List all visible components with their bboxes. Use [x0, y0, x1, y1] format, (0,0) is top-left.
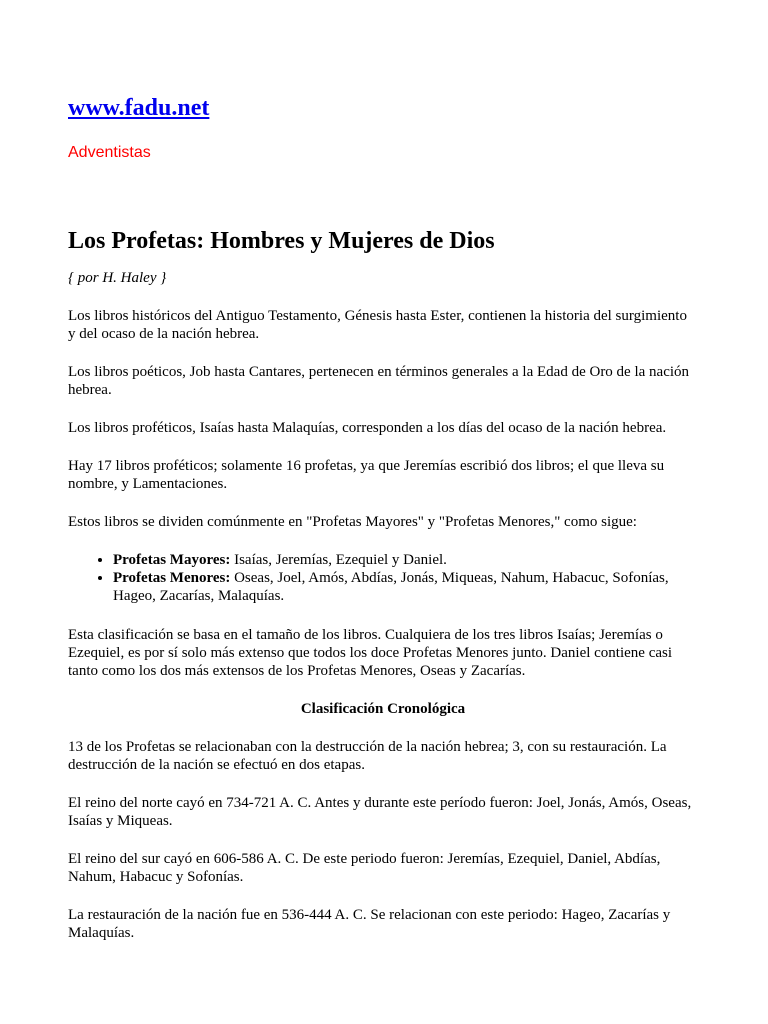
site-link[interactable]: www.fadu.net: [68, 95, 210, 121]
paragraph-profeticos: Los libros proféticos, Isaías hasta Malaquías, corresponden a los días del ocaso de la nación hebrea.: [68, 420, 667, 436]
paragraph-restauracion: La restauración de la nación fue en 536-444 A. C. Se relacionan con este periodo: Hageo, Zacarías y Malaquías.: [68, 907, 671, 941]
paragraph-division: Estos libros se dividen comúnmente en "Profetas Mayores" y "Profetas Menores," como sigue:: [68, 514, 637, 530]
list-item-text: Isaías, Jeremías, Ezequiel y Daniel.: [230, 552, 447, 568]
article-byline: { por H. Haley }: [68, 270, 167, 286]
list-item-label: Profetas Menores:: [113, 570, 231, 586]
paragraph-reino-sur: El reino del sur cayó en 606-586 A. C. De este periodo fueron: Jeremías, Ezequiel, Daniel, Abdías, Nahum, Habacuc y Sofonías.: [68, 851, 661, 885]
paragraph-clasificacion: Esta clasificación se basa en el tamaño de los libros. Cualquiera de los tres libros Isaías; Jeremías o Ezequiel, es por sí solo más extenso que todos los doce Profetas Menores junto. Daniel contiene casi tanto como los dos más extensos de los Profetas Menores, Oseas y Zacarías.: [68, 627, 673, 679]
article-title: Los Profetas: Hombres y Mujeres de Dios: [68, 228, 495, 254]
list-item-menores: [113, 569, 698, 605]
list-item-text: Oseas, Joel, Amós, Abdías, Jonás, Miqueas, Nahum, Habacuc, Sofonías, Hageo, Zacarías, Malaquías.: [113, 570, 669, 604]
site-subtitle: Adventistas: [68, 144, 151, 161]
list-item-label: Profetas Mayores:: [113, 552, 231, 568]
article-body: [68, 269, 698, 962]
section-heading: Clasificación Cronológica: [300, 701, 466, 717]
paragraph-destruccion: 13 de los Profetas se relacionaban con la destrucción de la nación hebrea; 3, con su restauración. La destrucción de la nación se efectuó en dos etapas.: [68, 739, 667, 773]
paragraph-poeticos: Los libros poéticos, Job hasta Cantares, pertenecen en términos generales a la Edad de Oro de la nación hebrea.: [68, 364, 690, 398]
prophets-list: [68, 551, 698, 605]
list-item-mayores: [113, 551, 698, 569]
paragraph-reino-norte: El reino del norte cayó en 734-721 A. C. Antes y durante este período fueron: Joel, Jonás, Amós, Oseas, Isaías y Miqueas.: [68, 795, 692, 829]
paragraph-count: Hay 17 libros proféticos; solamente 16 profetas, ya que Jeremías escribió dos libros; el que lleva su nombre, y Lamentaciones.: [68, 458, 665, 492]
paragraph-historicos: Los libros históricos del Antiguo Testamento, Génesis hasta Ester, contienen la historia del surgimiento y del ocaso de la nación hebrea.: [68, 308, 687, 342]
